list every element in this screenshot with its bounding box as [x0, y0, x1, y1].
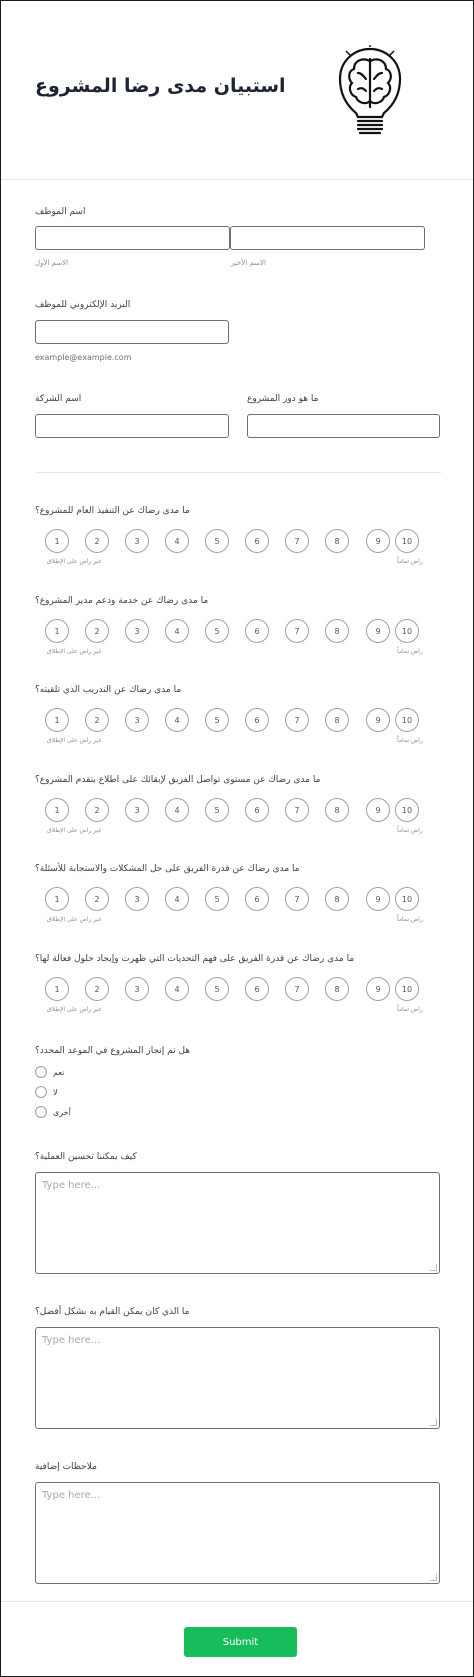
rating-option-9[interactable]: 9 [366, 529, 390, 553]
rating-option-5[interactable]: 5 [205, 798, 229, 822]
scale-high-label: راض تماماً [397, 1006, 423, 1013]
rating-option-8[interactable]: 8 [325, 798, 349, 822]
rating-option-9[interactable]: 9 [366, 708, 390, 732]
scale-low-label: غير راض على الإطلاق [47, 827, 102, 834]
resize-grip-icon[interactable] [430, 1264, 437, 1271]
scale-low-label: غير راض على الإطلاق [47, 916, 102, 923]
form-title: استبيان مدى رضا المشروع [35, 75, 286, 97]
notes-label: ملاحظات إضافية [35, 1462, 97, 1472]
scale-high-label: راض تماماً [397, 648, 423, 655]
rating-option-7[interactable]: 7 [285, 977, 309, 1001]
on-time-label: هل تم إنجاز المشروع في الموعد المحدد؟ [35, 1046, 191, 1056]
rating-question-label: ما مدى رضاك عن خدمة ودعم مدير المشروع؟ [35, 596, 209, 606]
rating-option-3[interactable]: 3 [125, 887, 149, 911]
rating-option-8[interactable]: 8 [325, 529, 349, 553]
rating-option-10[interactable]: 10 [395, 708, 419, 732]
radio-label-other: أخرى [53, 1107, 71, 1117]
rating-option-9[interactable]: 9 [366, 977, 390, 1001]
first-name-sublabel: الاسم الأول [35, 259, 69, 267]
form-header [1, 1, 473, 180]
rating-option-10[interactable]: 10 [395, 977, 419, 1001]
rating-option-9[interactable]: 9 [366, 798, 390, 822]
scale-high-label: راض تماماً [397, 916, 423, 923]
scale-low-label: غير راض على الإطلاق [47, 1006, 102, 1013]
rating-option-6[interactable]: 6 [245, 977, 269, 1001]
rating-scale [45, 529, 423, 565]
rating-option-6[interactable]: 6 [245, 887, 269, 911]
rating-option-6[interactable]: 6 [245, 529, 269, 553]
rating-option-4[interactable]: 4 [165, 887, 189, 911]
rating-option-5[interactable]: 5 [205, 887, 229, 911]
scale-low-label: غير راض على الإطلاق [47, 558, 102, 565]
better-placeholder: Type here... [42, 1335, 101, 1346]
rating-scale [45, 798, 423, 834]
rating-scale [45, 619, 423, 655]
section-divider [35, 472, 441, 473]
improve-placeholder: Type here... [42, 1180, 101, 1191]
rating-option-5[interactable]: 5 [205, 619, 229, 643]
rating-option-1[interactable]: 1 [45, 977, 69, 1001]
rating-option-5[interactable]: 5 [205, 708, 229, 732]
rating-option-10[interactable]: 10 [395, 529, 419, 553]
rating-option-3[interactable]: 3 [125, 798, 149, 822]
company-input[interactable] [35, 414, 229, 438]
company-label: اسم الشركة [35, 394, 82, 404]
rating-option-3[interactable]: 3 [125, 977, 149, 1001]
rating-option-10[interactable]: 10 [395, 798, 419, 822]
improve-label: كيف يمكننا تحسين العملية؟ [35, 1152, 137, 1162]
rating-option-2[interactable]: 2 [85, 619, 109, 643]
rating-question-label: ما مدى رضاك عن التدريب الذي تلقيته؟ [35, 685, 182, 695]
rating-option-4[interactable]: 4 [165, 708, 189, 732]
submit-button[interactable]: Submit [184, 1627, 297, 1657]
rating-option-10[interactable]: 10 [395, 887, 419, 911]
rating-option-8[interactable]: 8 [325, 708, 349, 732]
email-label: البريد الإلكتروني للموظف [35, 300, 131, 310]
radio-label-no: لا [53, 1087, 58, 1097]
radio-option-yes[interactable] [35, 1065, 64, 1079]
scale-high-label: راض تماماً [397, 827, 423, 834]
rating-option-5[interactable]: 5 [205, 977, 229, 1001]
rating-option-9[interactable]: 9 [366, 887, 390, 911]
rating-option-7[interactable]: 7 [285, 798, 309, 822]
better-label: ما الذي كان يمكن القيام به بشكل أفضل؟ [35, 1307, 190, 1317]
rating-option-1[interactable]: 1 [45, 887, 69, 911]
improve-textarea[interactable] [35, 1172, 440, 1274]
rating-option-1[interactable]: 1 [45, 708, 69, 732]
scale-low-label: غير راض على الإطلاق [47, 737, 102, 744]
rating-option-7[interactable]: 7 [285, 529, 309, 553]
rating-question-label: ما مدى رضاك عن قدرة الفريق على حل المشكلات والاستجابة للأسئلة؟ [35, 864, 300, 874]
scale-low-label: غير راض على الإطلاق [47, 648, 102, 655]
scale-high-label: راض تماماً [397, 558, 423, 565]
rating-option-4[interactable]: 4 [165, 977, 189, 1001]
rating-option-2[interactable]: 2 [85, 887, 109, 911]
radio-option-other[interactable] [35, 1105, 71, 1119]
rating-option-1[interactable]: 1 [45, 798, 69, 822]
rating-option-2[interactable]: 2 [85, 977, 109, 1001]
rating-option-4[interactable]: 4 [165, 529, 189, 553]
footer-divider [1, 1601, 473, 1602]
first-name-input[interactable] [35, 226, 230, 250]
rating-option-4[interactable]: 4 [165, 619, 189, 643]
radio-circle[interactable] [35, 1086, 47, 1098]
rating-option-10[interactable]: 10 [395, 619, 419, 643]
rating-option-6[interactable]: 6 [245, 708, 269, 732]
scale-high-label: راض تماماً [397, 737, 423, 744]
rating-option-4[interactable]: 4 [165, 798, 189, 822]
employee-name-label: اسم الموظف [35, 207, 86, 217]
rating-scale [45, 887, 423, 923]
rating-option-7[interactable]: 7 [285, 708, 309, 732]
rating-option-2[interactable]: 2 [85, 708, 109, 732]
role-label: ما هو دور المشروع [247, 394, 319, 404]
rating-option-8[interactable]: 8 [325, 977, 349, 1001]
resize-grip-icon[interactable] [430, 1419, 437, 1426]
radio-circle[interactable] [35, 1106, 47, 1118]
better-textarea[interactable] [35, 1327, 440, 1429]
notes-placeholder: Type here... [42, 1490, 101, 1501]
rating-option-9[interactable]: 9 [366, 619, 390, 643]
rating-question-label: ما مدى رضاك عن مستوى تواصل الفريق لإبقائك على اطلاع بتقدم المشروع؟ [35, 775, 321, 785]
last-name-sublabel: الاسم الأخير [231, 259, 266, 267]
resize-grip-icon[interactable] [430, 1574, 437, 1581]
rating-option-7[interactable]: 7 [285, 887, 309, 911]
rating-option-1[interactable]: 1 [45, 619, 69, 643]
rating-option-2[interactable]: 2 [85, 798, 109, 822]
notes-textarea[interactable] [35, 1482, 440, 1584]
rating-option-1[interactable]: 1 [45, 529, 69, 553]
rating-option-5[interactable]: 5 [205, 529, 229, 553]
rating-scale [45, 977, 423, 1013]
rating-option-6[interactable]: 6 [245, 619, 269, 643]
rating-question-label: ما مدى رضاك عن التنفيذ العام للمشروع؟ [35, 506, 190, 516]
rating-option-6[interactable]: 6 [245, 798, 269, 822]
rating-option-3[interactable]: 3 [125, 708, 149, 732]
radio-option-no[interactable] [35, 1085, 58, 1099]
rating-option-7[interactable]: 7 [285, 619, 309, 643]
radio-circle[interactable] [35, 1066, 47, 1078]
rating-scale [45, 708, 423, 744]
rating-option-2[interactable]: 2 [85, 529, 109, 553]
rating-option-8[interactable]: 8 [325, 619, 349, 643]
rating-question-label: ما مدى رضاك عن قدرة الفريق على فهم التحديات التي ظهرت وإيجاد حلول فعالة لها؟ [35, 954, 355, 964]
role-input[interactable] [247, 414, 440, 438]
rating-option-3[interactable]: 3 [125, 619, 149, 643]
radio-label-yes: نعم [53, 1067, 65, 1077]
rating-option-3[interactable]: 3 [125, 529, 149, 553]
email-input[interactable] [35, 320, 229, 344]
last-name-input[interactable] [230, 226, 425, 250]
lightbulb-brain-icon [336, 45, 404, 137]
email-hint: example@example.com [35, 353, 132, 362]
rating-option-8[interactable]: 8 [325, 887, 349, 911]
